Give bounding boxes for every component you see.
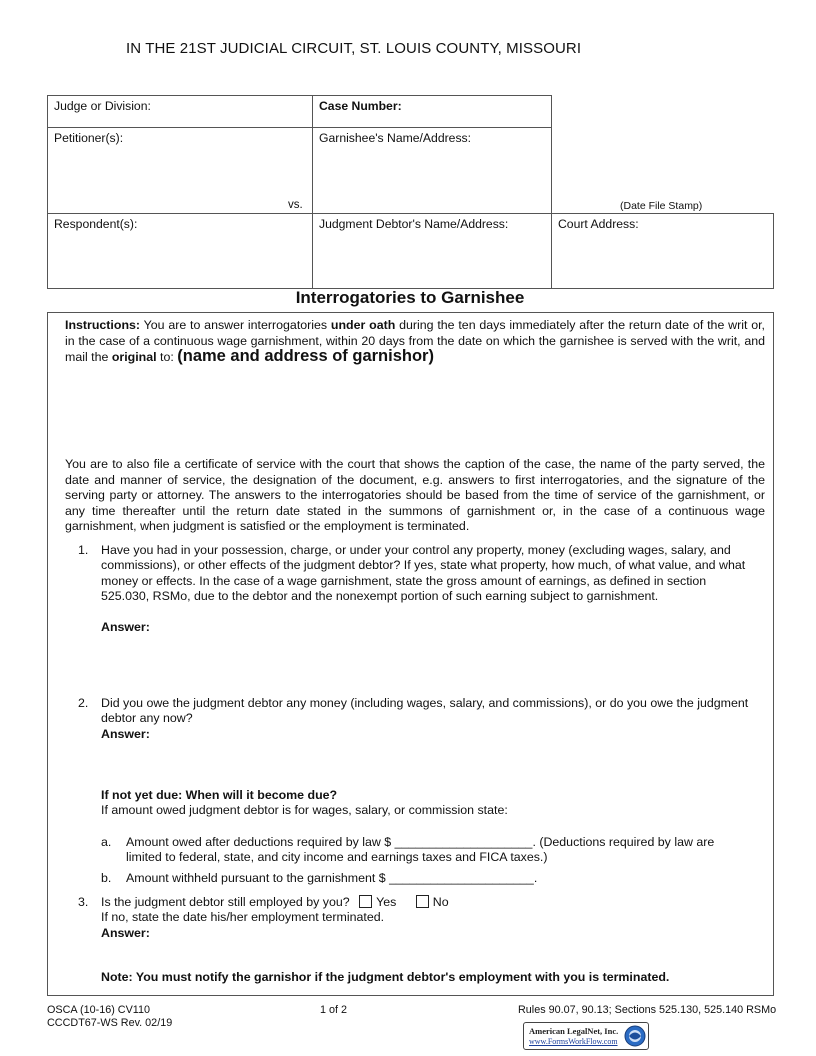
judge-division-field[interactable] (47, 95, 313, 128)
case-number-field[interactable] (312, 95, 552, 128)
page-number: 1 of 2 (320, 1004, 348, 1016)
certificate-paragraph: You are to also file a certificate of service with the court that shows the caption of the case, the name of the party served, the date and manner of service, the designation of the document, e.g. answers to first interrogatories, and the signature of the serving party or attorney. The answers to the interrogatories should be based from the time of service of the garnishment, or any time thereafter until the return date stated in the summons of garnishment or, in the case of a continuous wage garnishment, when judgment is satisfied or the employment is terminated. (65, 457, 765, 533)
instructions-label: Instructions: (65, 318, 141, 332)
logo-url: www.FormsWorkFlow.com (529, 1037, 618, 1046)
date-file-stamp-label: (Date File Stamp) (620, 200, 703, 212)
petitioner-label: Petitioner(s): (54, 131, 124, 145)
court-address-label: Court Address: (558, 217, 639, 231)
question-3-answer-label: Answer: (101, 926, 150, 940)
instructions-text-1: You are to answer interrogatories (140, 318, 331, 332)
question-3-number: 3. (78, 895, 89, 909)
under-oath-text: under oath (330, 318, 396, 332)
item-a-letter: a. (101, 835, 112, 849)
question-1-number: 1. (78, 543, 89, 557)
judgment-debtor-label: Judgment Debtor's Name/Address: (319, 217, 509, 231)
judgment-debtor-field[interactable] (312, 213, 552, 289)
case-number-label: Case Number: (319, 99, 402, 113)
question-2-text: Did you owe the judgment debtor any money (including wages, salary, and commissions), or do you owe the judgment debtor any now? (101, 696, 749, 726)
question-2-answer-label: Answer: (101, 727, 150, 741)
item-b-text: Amount withheld pursuant to the garnishment $ _____________________. (126, 871, 538, 885)
item-b-letter: b. (101, 871, 112, 885)
court-address-field[interactable] (551, 213, 774, 289)
globe-icon (624, 1025, 646, 1047)
item-a-text: Amount owed after deductions required by law $ ____________________. (Deductions required by law are limited to federal, state, and city income and earnings taxes and FICA taxes.) (126, 835, 715, 865)
respondent-field[interactable] (47, 213, 313, 289)
original-text: original (111, 350, 157, 364)
court-header: IN THE 21ST JUDICIAL CIRCUIT, ST. LOUIS COUNTY, MISSOURI (126, 40, 582, 57)
instructions-text-2: during the ten days immediately after the return date of the writ or, in the case of a continuous wage garnishment, within 20 days from the date on which the garnishee is served with the writ, and mail the (65, 318, 765, 364)
yes-label: Yes (376, 895, 397, 909)
employment-note: Note: You must notify the garnishor if the judgment debtor's employment with you is terminated. (101, 970, 670, 984)
form-id: OSCA (10-16) CV110 (47, 1004, 151, 1016)
rules-reference: Rules 90.07, 90.13; Sections 525.130, 525.140 RSMo (518, 1004, 777, 1016)
vs-label: vs. (288, 199, 303, 211)
interrogatories-box (47, 312, 774, 996)
respondent-label: Respondent(s): (54, 217, 138, 231)
no-label: No (432, 895, 449, 909)
question-2-number: 2. (78, 696, 89, 710)
question-1-text: Have you had in your possession, charge, or under your control any property, money (excluding wages, salary, and commissions), or other effects of the judgment debtor? If yes, state what property, how much, of what value, and what money or effects. In the case of a wage garnishment, state the gross amount of earnings, as defined in section 525.030, RSMo, due to the debtor and the nonexempt portion of such earning subject to garnishment. (101, 543, 746, 604)
question-3-subtext: If no, state the date his/her employment terminated. (101, 910, 385, 924)
question-3-text: Is the judgment debtor still employed by you? (101, 895, 350, 909)
american-legalnet-logo[interactable] (523, 1022, 649, 1050)
judge-division-label: Judge or Division: (54, 99, 151, 113)
garnishee-label: Garnishee's Name/Address: (319, 131, 472, 145)
yes-checkbox[interactable] (359, 895, 372, 908)
garnishee-field[interactable] (312, 127, 552, 214)
question-1-answer-label: Answer: (101, 620, 150, 634)
petitioner-field[interactable] (47, 127, 313, 214)
local-form-id: CCCDT67-WS Rev. 02/19 (47, 1017, 173, 1029)
not-yet-due-label: If not yet due: When will it become due? (101, 788, 338, 802)
no-checkbox[interactable] (416, 895, 429, 908)
question-3-line (101, 895, 751, 910)
instructions-paragraph (65, 318, 765, 366)
wages-state-text: If amount owed judgment debtor is for wages, salary, or commission state: (101, 803, 508, 817)
form-title: Interrogatories to Garnishee (295, 288, 525, 307)
instructions-text-3: to: (156, 350, 178, 364)
logo-company-name: American LegalNet, Inc. (529, 1026, 619, 1036)
garnishor-address-placeholder: (name and address of garnishor) (177, 347, 434, 365)
